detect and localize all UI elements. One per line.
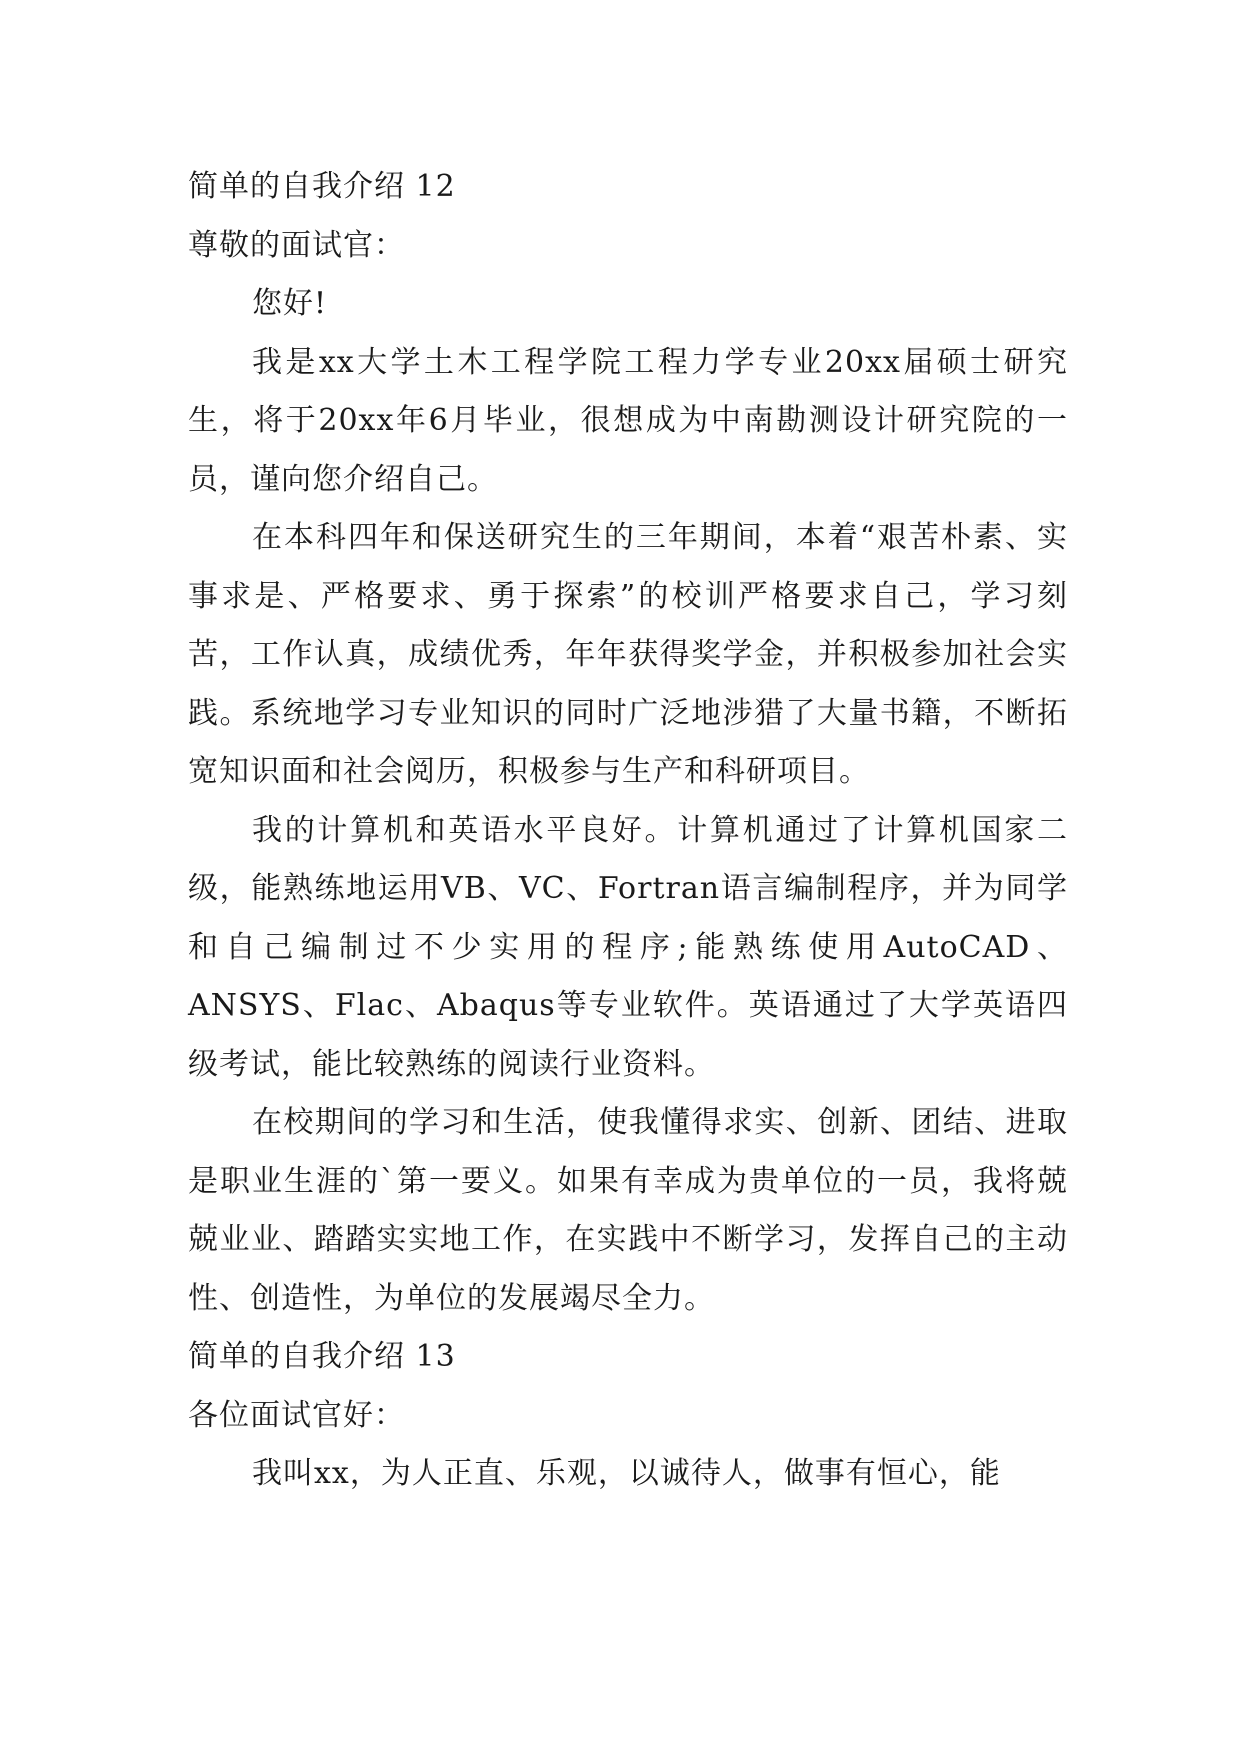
salutation: 尊敬的面试官： [188, 227, 405, 263]
paragraph: 在本科四年和保送研究生的三年期间，本着“艰苦朴素、实事求是、严格要求、勇于探索”的校训严格要求自己，学习刻苦，工作认真，成绩优秀，年年获得奖学金，并积极参加社会实践。系统地学习专业知识的同时广泛地涉猎了大量书籍，不断拓宽知识面和社会阅历，积极参与生产和科研项目。 [188, 520, 1068, 789]
section-heading: 简单的自我介绍 12 [188, 169, 456, 204]
paragraph: 我是xx大学土木工程学院工程力学专业20xx届硕士研究生，将于20xx年6月毕业，很想成为中南勘测设计研究院的一员，谨向您介绍自己。 [188, 344, 1068, 497]
paragraph: 我叫xx，为人正直、乐观，以诚待人，做事有恒心，能 [252, 1456, 1001, 1491]
paragraph: 我的计算机和英语水平良好。计算机通过了计算机国家二级，能熟练地运用VB、VC、Fortran语言编制程序，并为同学和自己编制过不少实用的程序;能熟练使用AutoCAD、ANSYS、Flac、Abaqus等专业软件。英语通过了大学英语四级考试，能比较熟练的阅读行业资料。 [188, 812, 1068, 1082]
greeting: 您好! [252, 286, 328, 321]
salutation: 各位面试官好： [188, 1397, 405, 1433]
paragraph: 在校期间的学习和生活，使我懂得求实、创新、团结、进取是职业生涯的`第一要义。如果有幸成为贵单位的一员，我将兢兢业业、踏踏实实地工作，在实践中不断学习，发挥自己的主动性、创造性，为单位的发展竭尽全力。 [188, 1105, 1068, 1316]
section-heading: 简单的自我介绍 13 [188, 1339, 456, 1374]
document-body [188, 158, 1068, 1504]
